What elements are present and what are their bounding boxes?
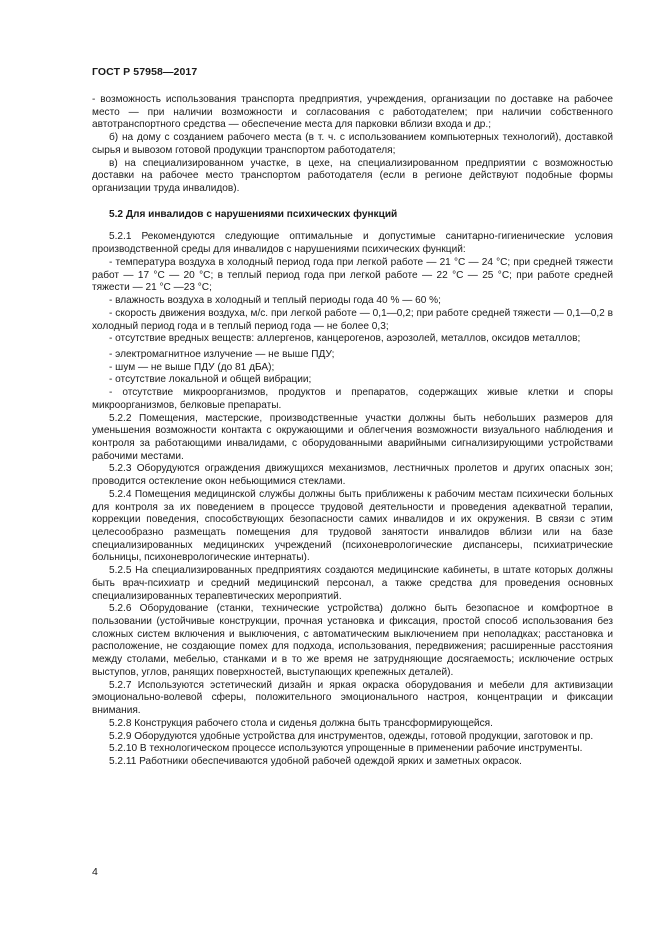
clause-5-2-10: 5.2.10 В технологическом процессе используются упрощенные в применении рабочие инструменты. xyxy=(109,743,583,755)
document-header: ГОСТ Р 57958—2017 xyxy=(92,66,198,78)
page-number: 4 xyxy=(92,866,98,878)
clause-5-2-7: 5.2.7 Используются эстетический дизайн и яркая окраска оборудования и мебели для активизации эмоционально-волевой сферы, положительного эмоционального настроя, концентрации и фиксации внимания. xyxy=(92,679,613,717)
paragraph-transport: - возможность использования транспорта предприятия, учреждения, организации по доставке на рабочее место — при наличии возможности и согласования с работодателем; при наличии собственного автотранспортного средства — обеспечение места для парковки вблизи входа и др.; xyxy=(92,94,613,131)
clause-5-2-6: 5.2.6 Оборудование (станки, технические устройства) должно быть безопасное и комфортное в пользовании (устойчивые конструкции, прочная установка и фиксация, простой способ использования без сложных систем включения и выключения, с автоматическим выключением при неполадках; расстановка и расположение, не создающие помех для подхода, использования, передвижения; расширенные расстояния между столами, мебелью, станками и в то же время не затрудняющие досягаемость; исключение острых выступов, углов, ранящих поверхностей, выступающих крепежных деталей). xyxy=(92,603,613,678)
list-item-electromagnetic: - электромагнитное излучение — не выше ПДУ; xyxy=(109,348,335,360)
list-item-harmful-substances: - отсутствие вредных веществ: аллергенов, канцерогенов, аэрозолей, металлов, оксидов металлов; xyxy=(109,333,581,345)
clause-5-2-2: 5.2.2 Помещения, мастерские, производственные участки должны быть небольших размеров для уменьшения возможности контакта с окружающими и облегчения возможности визуального наблюдения и контроля за работающими инвалидами, с оборудованными аварийными сигнализирующими устройствами рабочими местами. xyxy=(92,412,613,462)
clause-5-2-1: 5.2.1 Рекомендуются следующие оптимальные и допустимые санитарно-гигиенические условия производственной среды для инвалидов с нарушениями психических функций: xyxy=(92,231,613,256)
clause-5-2-5: 5.2.5 На специализированных предприятиях создаются медицинские кабинеты, в штате которых должны быть врач-психиатр и средний медицинский персонал, а также средства для проведения основных специализированных терапевтических мероприятий. xyxy=(92,565,613,602)
list-item-vibration: - отсутствие локальной и общей вибрации; xyxy=(109,374,312,386)
list-item-noise: - шум — не выше ПДУ (до 81 дБА); xyxy=(109,361,275,373)
list-item-air-speed: - скорость движения воздуха, м/с. при легкой работе — 0,1—0,2; при работе средней тяжести — 0,1—0,2 в холодный период года и в теплый период года — не более 0,3; xyxy=(92,307,613,332)
clause-5-2-11: 5.2.11 Работники обеспечиваются удобной рабочей одеждой ярких и заметных окрасок. xyxy=(109,755,522,767)
paragraph-b-home-workplace: б) на дому с созданием рабочего места (в т. ч. с использованием компьютерных технологий), доставкой сырья и вывозом готовой продукции транспортом работодателя; xyxy=(92,132,613,156)
clause-5-2-3: 5.2.3 Оборудуются ограждения движущихся механизмов, лестничных пролетов и других опасных зон; проводится остекление окон небьющимися стеклами. xyxy=(92,463,613,488)
list-item-humidity: - влажность воздуха в холодный и теплый периоды года 40 % — 60 %; xyxy=(109,295,441,307)
list-item-temperature: - температура воздуха в холодный период года при легкой работе — 21 °С — 24 °С; при средней тяжести работ — 17 °С — 20 °С; в теплый период года при легкой работе — 22 °С — 25 °С; при работе средней тяжести — 21 °С —23 °С; xyxy=(92,256,613,294)
clause-5-2-9: 5.2.9 Оборудуются удобные устройства для инструментов, одежды, готовой продукции, заготовок и пр. xyxy=(109,730,594,742)
document-body xyxy=(92,94,613,769)
clause-5-2-8: 5.2.8 Конструкция рабочего стола и сиденья должна быть трансформирующейся. xyxy=(109,717,493,729)
list-item-microorganisms: - отсутствие микроорганизмов, продуктов и препаратов, содержащих живые клетки и споры микроорганизмов, белковые препараты. xyxy=(92,387,613,411)
paragraph-c-specialized-site: в) на специализированном участке, в цехе, на специализированном предприятии с возможностью доставки на рабочее место транспортом работодателя (если в регионе действуют подобные формы организации труда инвалидов). xyxy=(92,157,613,195)
section-heading-5-2: 5.2 Для инвалидов с нарушениями психических функций xyxy=(109,208,398,220)
clause-5-2-4: 5.2.4 Помещения медицинской службы должны быть приближены к рабочим местам психически больных для контроля за их поведением в процессе трудовой деятельности и проведения адекватной терапии, коррекции поведения, способствующих безопасности самих инвалидов и их окружения. В связи с этим целесообразно размещать помещения для трудовой занятости инвалидов вблизи или на базе специализированных медицинских учреждений (психоневрологические диспансеры, психиатрические больницы, психоневрологические интернаты). xyxy=(92,488,613,564)
